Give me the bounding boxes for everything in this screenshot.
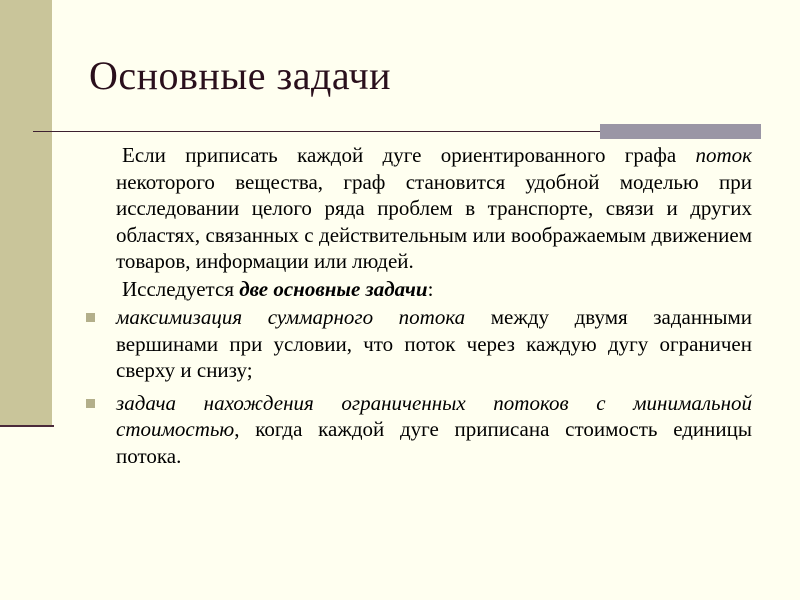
list-item — [116, 390, 752, 470]
title-divider-line — [33, 131, 600, 132]
task-2-text: , когда каждой дуге приписана стоимость единицы потока. — [116, 417, 752, 468]
intro-italic-term: поток — [695, 143, 752, 167]
intro-text-start: Если приписать каждой дуге ориентированного графа — [122, 143, 696, 167]
task-2-italic: задача нахождения ограниченных потоков с минимальной стоимостью — [116, 390, 752, 441]
intro-text-end: некоторого вещества, граф становится удобной моделью при исследовании целого ряда проблем в транспорте, связи и других областях, связанных с действительным или воображаемым движением товаров, информации или людей. — [116, 169, 752, 273]
list-item — [116, 304, 752, 384]
intro-paragraph — [116, 142, 752, 275]
tasks-intro-start: Исследуется — [122, 276, 240, 301]
decorative-left-band — [0, 0, 52, 426]
square-bullet-icon — [86, 399, 95, 408]
title-divider-bar — [600, 124, 761, 139]
tasks-intro-emphasis: две основные задачи — [239, 276, 428, 301]
tasks-intro-paragraph — [116, 276, 752, 303]
decorative-left-band-underline — [0, 425, 54, 427]
square-bullet-icon — [86, 313, 95, 322]
task-1-italic: максимизация суммарного потока — [116, 305, 466, 329]
task-list — [116, 304, 752, 469]
slide-title: Основные задачи — [89, 53, 392, 98]
tasks-intro-end: : — [427, 276, 434, 301]
slide-body — [116, 142, 752, 469]
task-1-text: между двумя заданными вершинами при условии, что поток через каждую дугу ограничен сверху и снизу; — [116, 305, 752, 382]
